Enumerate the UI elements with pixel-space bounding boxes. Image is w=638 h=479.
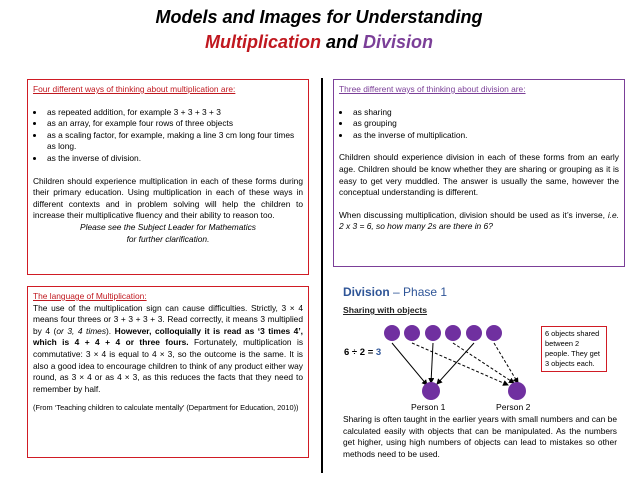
person-2-circle [508, 382, 526, 400]
equation-answer: 3 [375, 347, 382, 358]
share-arrow [392, 343, 427, 385]
title-division: Division [363, 32, 434, 52]
person-1-label: Person 1 [411, 402, 446, 412]
object-circle [466, 325, 482, 341]
list-item: • as repeated addition, for example 3 + 3 + 3 + 3 [45, 107, 303, 119]
list-item: • as the inverse of division. [45, 153, 303, 165]
list-item: • as grouping [351, 118, 619, 130]
text-span: The use of the multiplication sign can cause difficulties. Strictly, 3 × 4 means four threes or 3 + 3 + 3 + 3. Read correctly, it means 3 multiplied by 4 ( [33, 302, 303, 336]
reference-text: (From ‘Teaching children to calculate mentally’ (Department for Education, 2010)) [33, 403, 299, 413]
text-italic: or 3, 4 times [56, 325, 107, 336]
title-and: and [325, 32, 358, 52]
person-2-label: Person 2 [496, 402, 531, 412]
object-circle [486, 325, 502, 341]
subject-leader-note-2: for further clarification. [126, 233, 210, 244]
text-span: – Phase 1 [389, 285, 448, 299]
multiplication-ways-heading: Four different ways of thinking about multiplication are: [33, 84, 236, 94]
share-arrow [437, 343, 474, 384]
object-circle [384, 325, 400, 341]
list-item: • as a scaling factor, for example, making a line 3 cm long four times as long. [45, 130, 303, 153]
list-item: • as the inverse of multiplication. [351, 130, 619, 142]
text-span: ). [106, 325, 115, 336]
object-circle [404, 325, 420, 341]
sharing-paragraph: Sharing is often taught in the earlier years with small numbers and can be calculated easily with objects that can be manipulated. As the numbers get higher, using high numbers of objects can lead to mistakes so other methods need to be used. [343, 414, 617, 459]
sharing-subheading: Sharing with objects [343, 305, 428, 315]
division-paragraph: Children should experience division in each of these forms from an early age. Children should be know whether they are sharing or grouping as it is easy to get very muddled. The answer is usually the same, however the conceptual understanding is different. [339, 152, 619, 198]
text-italic: i.e. 2 x 3 = 6, so how many 2s are there in 6? [339, 209, 619, 232]
list-item: • as sharing [351, 107, 619, 119]
language-heading: The language of Multiplication: [33, 291, 147, 301]
subject-leader-note-1: Please see the Subject Leader for Mathematics [80, 221, 256, 232]
share-arrow-dashed [494, 343, 518, 383]
division-ways-heading: Three different ways of thinking about division are: [339, 84, 526, 94]
text-span: Fortunately, multiplication is commutative: 3 × 4 is equal to 4 × 3, so the outcome is the same. It is also a good idea to encourage children to think of any product either way round, as 3 × 4 or as 4 × 3, as this reduces the facts that they need to remember by half. [33, 337, 304, 394]
object-circle [445, 325, 461, 341]
text-bold: Division [343, 285, 390, 299]
list-item: • as an array, for example four rows of three objects [45, 118, 303, 130]
person-1-circle [422, 382, 440, 400]
text-span: When discussing multiplication, division should be used as it’s inverse, [339, 209, 608, 220]
text-span: 6 ÷ 2 = [344, 347, 376, 358]
sharing-note-box: 6 objects shared between 2 people. They get 3 objects each. [541, 326, 607, 372]
title-multiplication: Multiplication [204, 32, 321, 52]
object-circle [425, 325, 441, 341]
share-arrow [431, 343, 433, 383]
share-arrow-dashed [453, 343, 514, 383]
share-arrow-dashed [412, 343, 508, 385]
text-bold: However, colloquially it is read as ‘3 times 4’, which is 4 + 4 + 4 or three fours. [33, 325, 303, 348]
multiplication-paragraph: Children should experience multiplication in each of these forms during their primary education. Using multiplication in each of these ways in different contexts and in problem solving will help the children to increase their multiplicative fluency and their ability to reason too. [33, 175, 303, 221]
page-title: Models and Images for Understanding [155, 7, 483, 27]
